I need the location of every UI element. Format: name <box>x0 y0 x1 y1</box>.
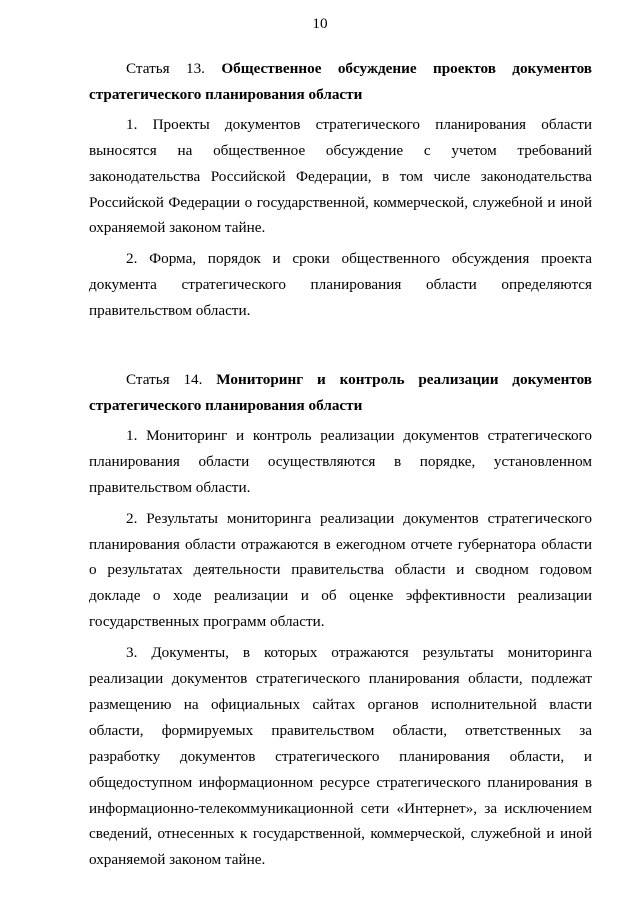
article-13-title-continued: стратегического планирования области <box>89 85 363 103</box>
article-14-title-continued: стратегического планирования области <box>89 396 363 414</box>
article-14-heading <box>89 367 592 393</box>
article-14-number: Статья 14. <box>126 371 203 389</box>
article-13-paragraph-1: 1. Проекты документов стратегического планирования области выносятся на общественное обсуждение с учетом требований законодательства Российской Федерации, в том числе законодательства Российской Федерации о государственной, коммерческой, служебной и иной охраняемой законом тайне. <box>89 115 592 237</box>
article-13-title: Общественное обсуждение проектов документов <box>221 60 592 77</box>
article-14-paragraph-2: 2. Результаты мониторинга реализации документов стратегического планирования области отражаются в ежегодном отчете губернатора области о результатах деятельности правительства области и сводном годовом докладе о ходе реализации и об оценке эффективности реализации государственных программ области. <box>89 509 592 631</box>
article-13-number: Статья 13. <box>126 60 205 77</box>
article-13 <box>89 56 592 324</box>
document-body <box>89 56 592 878</box>
article-13-paragraph-2: 2. Форма, порядок и сроки общественного обсуждения проекта документа стратегического планирования области определяются правительством области. <box>89 250 592 320</box>
article-13-heading <box>89 56 592 82</box>
article-14 <box>89 367 592 873</box>
page-number: 10 <box>312 15 328 32</box>
article-14-paragraph-3: 3. Документы, в которых отражаются результаты мониторинга реализации документов стратегического планирования области, подлежат размещению на официальных сайтах органов исполнительной власти области, формируемых правительством области, ответственных за разработку документов стратегического планирования области, и общедоступном информационном ресурсе стратегического планирования в информационно-телекоммуникационной сети «Интернет», за исключением сведений, отнесенных к государственной, коммерческой, служебной и иной охраняемой законом тайне. <box>89 644 592 869</box>
article-14-paragraph-1: 1. Мониторинг и контроль реализации документов стратегического планирования области осуществляются в порядке, установленном правительством области. <box>89 426 592 496</box>
section-spacer <box>89 329 592 367</box>
article-14-title: Мониторинг и контроль реализации документов <box>216 371 593 389</box>
